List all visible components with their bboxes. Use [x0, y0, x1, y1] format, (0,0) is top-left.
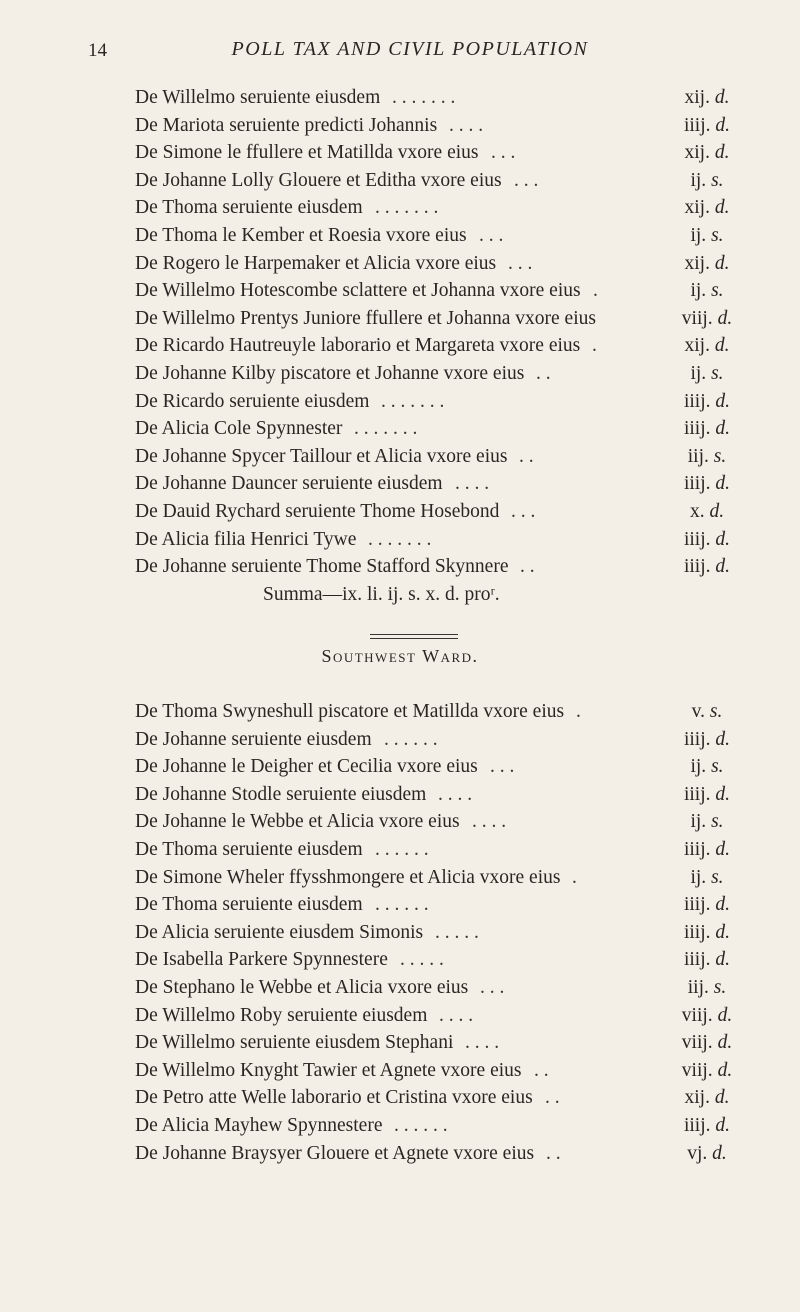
amount-numeral: viij. — [681, 307, 713, 329]
entry-amount — [667, 946, 747, 974]
entry-row — [135, 1029, 735, 1057]
entry-amount — [667, 974, 747, 1002]
entry-row — [135, 919, 735, 947]
amount-numeral: ij. — [690, 866, 707, 888]
amount-unit: d. — [715, 114, 731, 136]
amount-unit: d. — [709, 500, 725, 522]
entry-leader-dots: . . — [520, 556, 535, 578]
entry-name: De Petro atte Welle laborario et Cristina vxore eius — [135, 1087, 533, 1109]
amount-unit: s. — [711, 224, 724, 246]
entry-row — [135, 167, 735, 195]
entry-row — [135, 443, 735, 471]
entry-name: De Willelmo Knyght Tawier et Agnete vxore eius — [135, 1059, 522, 1081]
amount-unit: s. — [713, 445, 727, 467]
entry-row — [135, 415, 735, 443]
entry-amount — [667, 1002, 747, 1030]
summa-line: Summa—ix. li. ij. s. x. d. proʳ. — [263, 584, 500, 605]
amount-numeral: xij. — [684, 142, 710, 164]
amount-unit: s. — [711, 362, 724, 384]
entry-name: De Simone le ffullere et Matillda vxore eius — [135, 142, 479, 164]
amount-numeral: iiij. — [683, 728, 711, 750]
amount-unit: d. — [714, 197, 730, 219]
entry-name: De Johanne seruiente Thome Stafford Skynnere — [135, 556, 509, 578]
amount-numeral: iij. — [687, 976, 709, 998]
amount-numeral: xij. — [684, 252, 710, 274]
entry-row — [135, 753, 735, 781]
entry-name: De Thoma seruiente eiusdem — [135, 838, 363, 860]
amount-numeral: vj. — [687, 1142, 708, 1164]
entry-amount — [667, 360, 747, 388]
amount-numeral: iiij. — [683, 418, 711, 440]
entry-row — [135, 332, 735, 360]
amount-unit: d. — [715, 894, 731, 916]
entry-leader-dots: . . . . . . . — [381, 390, 445, 412]
entry-name: De Johanne Stodle seruiente eiusdem — [135, 783, 427, 805]
entry-name: De Johanne Spycer Taillour et Alicia vxore eius — [135, 445, 508, 467]
entry-leader-dots: . . . . . . — [394, 1114, 448, 1136]
entry-amount — [667, 112, 747, 140]
amount-unit: d. — [715, 728, 731, 750]
page-number: 14 — [88, 40, 107, 61]
entry-row — [135, 194, 735, 222]
entry-amount — [667, 84, 747, 112]
amount-unit: d. — [715, 783, 731, 805]
entry-leader-dots: . . . . — [465, 1032, 500, 1054]
entry-name: De Willelmo seruiente eiusdem Stephani — [135, 1032, 454, 1054]
entry-name: De Ricardo Hautreuyle laborario et Margareta vxore eius — [135, 335, 581, 357]
entry-row — [135, 808, 735, 836]
entry-amount — [667, 726, 747, 754]
entry-amount — [667, 194, 747, 222]
amount-unit: s. — [711, 280, 724, 302]
amount-numeral: xij. — [684, 87, 710, 108]
entry-name: De Johanne Lolly Glouere et Editha vxore eius — [135, 169, 502, 191]
amount-numeral: iiij. — [683, 114, 711, 136]
amount-numeral: iiij. — [683, 556, 711, 578]
amount-numeral: viij. — [681, 1059, 713, 1081]
entry-leader-dots: . . — [519, 445, 534, 467]
amount-unit: d. — [715, 921, 731, 943]
entry-name: De Johanne seruiente eiusdem — [135, 728, 372, 750]
amount-numeral: ij. — [690, 280, 707, 302]
entry-amount — [667, 443, 747, 471]
amount-numeral: iiij. — [683, 473, 711, 495]
entry-leader-dots: . . — [534, 1059, 549, 1081]
entry-amount — [667, 526, 747, 554]
amount-numeral: x. — [689, 500, 705, 522]
entry-leader-dots: . . . . — [438, 783, 473, 805]
entry-name: De Thoma seruiente eiusdem — [135, 197, 363, 219]
entry-row — [135, 84, 735, 112]
amount-numeral: iiij. — [683, 949, 711, 971]
divider-rule-bottom — [370, 638, 458, 639]
entry-name: De Stephano le Webbe et Alicia vxore eius — [135, 976, 469, 998]
entry-leader-dots: . — [593, 280, 598, 302]
amount-numeral: iiij. — [683, 390, 711, 412]
entry-name: De Thoma seruiente eiusdem — [135, 894, 363, 916]
amount-numeral: xij. — [684, 1087, 710, 1109]
entry-leader-dots: . . . . — [455, 473, 490, 495]
entry-name: De Thoma le Kember et Roesia vxore eius — [135, 224, 467, 246]
entry-leader-dots: . . . . . — [435, 921, 479, 943]
amount-unit: d. — [714, 1087, 730, 1109]
amount-numeral: ij. — [690, 169, 707, 191]
entry-row — [135, 277, 735, 305]
entry-amount — [667, 698, 747, 726]
entry-leader-dots: . . — [536, 362, 551, 384]
entry-amount — [667, 305, 747, 333]
entry-leader-dots: . . . . — [472, 811, 507, 833]
entry-name: De Willelmo Roby seruiente eiusdem — [135, 1004, 428, 1026]
amount-numeral: ij. — [690, 811, 707, 833]
amount-unit: d. — [715, 949, 731, 971]
entry-name: De Willelmo Prentys Juniore ffullere et Johanna vxore eius — [135, 307, 596, 329]
divider-rule-top — [370, 634, 458, 635]
amount-unit: d. — [715, 838, 731, 860]
entry-row — [135, 1057, 735, 1085]
entry-leader-dots: . . . . . . — [384, 728, 438, 750]
amount-numeral: iiij. — [683, 528, 711, 550]
entry-name: De Thoma Swyneshull piscatore et Matillda vxore eius — [135, 701, 565, 722]
entry-row — [135, 526, 735, 554]
entry-amount — [667, 250, 747, 278]
amount-unit: d. — [712, 1142, 727, 1164]
entry-amount — [667, 781, 747, 809]
amount-unit: d. — [715, 528, 731, 550]
amount-unit: s. — [713, 976, 727, 998]
entry-name: De Alicia filia Henrici Tywe — [135, 528, 357, 550]
entry-leader-dots: . — [572, 866, 577, 888]
entry-name: De Alicia Cole Spynnester — [135, 418, 343, 440]
entry-name: De Dauid Rychard seruiente Thome Hosebond — [135, 500, 500, 522]
entry-name: De Mariota seruiente predicti Johannis — [135, 114, 438, 136]
amount-unit: s. — [711, 866, 724, 888]
entry-name: De Isabella Parkere Spynnestere — [135, 949, 388, 971]
entry-leader-dots: . . — [545, 1087, 560, 1109]
section1-entries — [135, 84, 735, 581]
entry-amount — [667, 836, 747, 864]
amount-numeral: iiij. — [683, 921, 711, 943]
entry-amount — [667, 388, 747, 416]
entry-leader-dots: . . . . . . — [375, 838, 429, 860]
entry-row — [135, 1002, 735, 1030]
entry-amount — [667, 1029, 747, 1057]
entry-leader-dots: . . . . . . . — [354, 418, 418, 440]
entry-row — [135, 498, 735, 526]
entry-amount — [667, 470, 747, 498]
entry-leader-dots: . . . . . . . — [368, 528, 432, 550]
entry-name: De Willelmo Hotescombe sclattere et Johanna vxore eius — [135, 280, 581, 302]
entry-amount — [667, 553, 747, 581]
amount-numeral: iiij. — [683, 1114, 711, 1136]
entry-row — [135, 974, 735, 1002]
entry-amount — [667, 1140, 747, 1168]
entry-leader-dots: . . — [546, 1142, 561, 1164]
entry-row — [135, 1112, 735, 1140]
entry-name: De Johanne Dauncer seruiente eiusdem — [135, 473, 443, 495]
entry-row — [135, 360, 735, 388]
entry-name: De Johanne Braysyer Glouere et Agnete vxore eius — [135, 1142, 535, 1164]
entry-leader-dots: . . . — [508, 252, 533, 274]
amount-unit: d. — [717, 1032, 733, 1054]
amount-unit: d. — [714, 335, 730, 357]
entry-row — [135, 864, 735, 892]
entry-leader-dots: . . . — [511, 500, 536, 522]
entry-amount — [667, 498, 747, 526]
section-title: Southwest Ward. — [321, 646, 479, 666]
section2-entries — [135, 698, 735, 1167]
amount-unit: s. — [709, 701, 723, 722]
entry-name: De Rogero le Harpemaker et Alicia vxore eius — [135, 252, 497, 274]
running-title: POLL TAX AND CIVIL POPULATION — [231, 38, 589, 60]
entry-name: De Johanne le Deigher et Cecilia vxore eius — [135, 756, 478, 778]
entry-name: De Alicia seruiente eiusdem Simonis — [135, 921, 424, 943]
entry-leader-dots: . . . — [479, 224, 504, 246]
amount-numeral: v. — [691, 701, 705, 722]
entry-amount — [667, 139, 747, 167]
entry-leader-dots: . — [592, 335, 597, 357]
entry-row — [135, 388, 735, 416]
entry-amount — [667, 891, 747, 919]
amount-unit: s. — [711, 169, 724, 191]
entry-amount — [667, 1112, 747, 1140]
amount-unit: d. — [715, 390, 731, 412]
amount-unit: d. — [715, 1114, 731, 1136]
amount-unit: d. — [714, 142, 730, 164]
amount-numeral: xij. — [684, 197, 710, 219]
entry-row — [135, 946, 735, 974]
entry-row — [135, 1084, 735, 1112]
entry-row — [135, 781, 735, 809]
entry-row — [135, 470, 735, 498]
entry-amount — [667, 415, 747, 443]
amount-unit: d. — [717, 307, 733, 329]
entry-amount — [667, 277, 747, 305]
amount-numeral: iij. — [687, 445, 709, 467]
entry-leader-dots: . . . . . . . — [392, 87, 456, 108]
entry-leader-dots: . — [576, 701, 581, 722]
amount-numeral: iiij. — [683, 783, 711, 805]
entry-row — [135, 250, 735, 278]
entry-leader-dots: . . . — [491, 142, 516, 164]
amount-numeral: viij. — [681, 1032, 713, 1054]
entry-row — [135, 553, 735, 581]
entry-row — [135, 726, 735, 754]
entry-row — [135, 305, 735, 333]
entry-name: De Alicia Mayhew Spynnestere — [135, 1114, 383, 1136]
entry-name: De Simone Wheler ffysshmongere et Alicia vxore eius — [135, 866, 561, 888]
entry-amount — [667, 1057, 747, 1085]
entry-row — [135, 891, 735, 919]
amount-unit: d. — [714, 252, 730, 274]
entry-leader-dots: . . . — [490, 756, 515, 778]
entry-name: De Johanne le Webbe et Alicia vxore eius — [135, 811, 460, 833]
amount-numeral: iiij. — [683, 838, 711, 860]
amount-unit: d. — [714, 87, 730, 108]
entry-amount — [667, 167, 747, 195]
entry-leader-dots: . . . . . — [400, 949, 444, 971]
entry-amount — [667, 222, 747, 250]
entry-amount — [667, 753, 747, 781]
entry-amount — [667, 1084, 747, 1112]
amount-unit: s. — [711, 756, 724, 778]
amount-unit: d. — [717, 1004, 733, 1026]
entry-name: De Willelmo seruiente eiusdem — [135, 87, 381, 108]
entry-leader-dots: . . . — [480, 976, 505, 998]
amount-numeral: ij. — [690, 756, 707, 778]
entry-leader-dots: . . . — [514, 169, 539, 191]
entry-amount — [667, 919, 747, 947]
entry-name: De Johanne Kilby piscatore et Johanne vxore eius — [135, 362, 525, 384]
entry-row — [135, 836, 735, 864]
entry-amount — [667, 332, 747, 360]
entry-name: De Ricardo seruiente eiusdem — [135, 390, 370, 412]
entry-leader-dots: . . . . — [439, 1004, 474, 1026]
amount-numeral: ij. — [690, 362, 707, 384]
amount-numeral: iiij. — [683, 894, 711, 916]
amount-unit: s. — [711, 811, 724, 833]
entry-leader-dots: . . . . . . — [375, 894, 429, 916]
entry-leader-dots: . . . . . . . — [375, 197, 439, 219]
amount-numeral: ij. — [690, 224, 707, 246]
entry-row — [135, 112, 735, 140]
amount-unit: d. — [715, 556, 731, 578]
entry-row — [135, 1140, 735, 1168]
entry-row — [135, 698, 735, 726]
amount-unit: d. — [717, 1059, 733, 1081]
amount-unit: d. — [715, 473, 731, 495]
entry-amount — [667, 808, 747, 836]
entry-row — [135, 139, 735, 167]
amount-numeral: viij. — [681, 1004, 713, 1026]
entry-leader-dots: . . . . — [449, 114, 484, 136]
entry-row — [135, 222, 735, 250]
entry-amount — [667, 864, 747, 892]
amount-numeral: xij. — [684, 335, 710, 357]
amount-unit: d. — [715, 418, 731, 440]
